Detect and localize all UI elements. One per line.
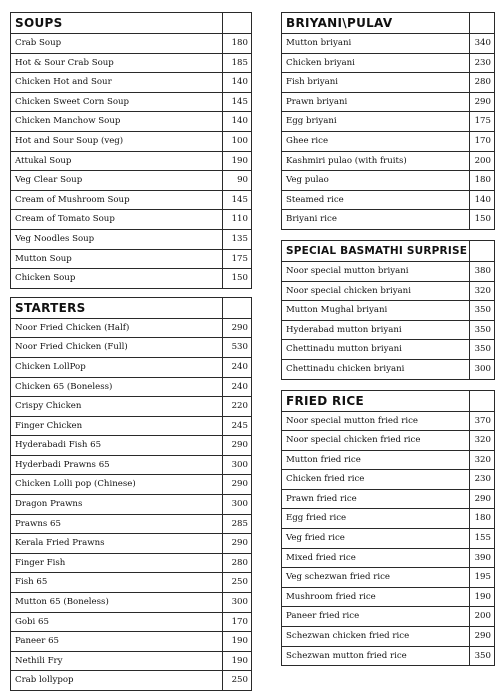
basmathi-menu-item — [282, 340, 495, 360]
menu-item-price: 110 — [223, 210, 252, 230]
fried-rice-menu-item — [282, 568, 495, 588]
menu-item-name: Veg schezwan fried rice — [282, 568, 470, 588]
biryani-section-title: BRIYANI\PULAV — [282, 13, 470, 34]
basmathi-menu-item — [282, 301, 495, 321]
menu-item-name: Fish briyani — [282, 73, 470, 93]
menu-item-price: 250 — [223, 671, 252, 691]
starters-section-header — [11, 297, 252, 318]
right-menu-table — [281, 12, 495, 666]
menu-item-name: Mutton Mughal briyani — [282, 301, 470, 321]
menu-item-price: 290 — [470, 489, 495, 509]
menu-item-name: Hot and Sour Soup (veg) — [11, 131, 223, 151]
starters-menu-item — [11, 612, 252, 632]
menu-item-name: Noor Fried Chicken (Full) — [11, 338, 223, 358]
fried-rice-menu-item — [282, 509, 495, 529]
left-menu-table — [10, 12, 252, 691]
menu-item-price: 185 — [223, 53, 252, 73]
menu-item-name: Mixed fried rice — [282, 548, 470, 568]
menu-item-name: Noor special chicken briyani — [282, 281, 470, 301]
menu-item-name: Finger Chicken — [11, 416, 223, 436]
menu-item-price: 200 — [470, 151, 495, 171]
menu-item-name: Chicken fried rice — [282, 470, 470, 490]
menu-item-name: Paneer fried rice — [282, 607, 470, 627]
biryani-price-header-cell — [470, 13, 495, 34]
menu-item-price: 180 — [470, 171, 495, 191]
starters-menu-item — [11, 455, 252, 475]
menu-item-name: Schezwan mutton fried rice — [282, 646, 470, 666]
menu-item-price: 140 — [470, 190, 495, 210]
soups-menu-item — [11, 112, 252, 132]
menu-item-price: 350 — [470, 320, 495, 340]
menu-item-price: 290 — [223, 318, 252, 338]
menu-item-price: 320 — [470, 450, 495, 470]
starters-menu-item — [11, 377, 252, 397]
basmathi-menu-item — [282, 320, 495, 340]
menu-item-price: 290 — [223, 475, 252, 495]
menu-item-price: 250 — [223, 573, 252, 593]
section-spacer — [282, 229, 495, 240]
menu-item-price: 390 — [470, 548, 495, 568]
soups-menu-item — [11, 229, 252, 249]
menu-item-price: 170 — [470, 131, 495, 151]
menu-item-price: 140 — [223, 112, 252, 132]
biryani-menu-item — [282, 92, 495, 112]
fried-rice-price-header-cell — [470, 390, 495, 411]
menu-item-price: 140 — [223, 73, 252, 93]
menu-item-name: Attukal Soup — [11, 151, 223, 171]
basmathi-price-header-cell — [470, 240, 495, 261]
menu-item-name: Kashmiri pulao (with fruits) — [282, 151, 470, 171]
menu-item-price: 245 — [223, 416, 252, 436]
starters-menu-item — [11, 632, 252, 652]
starters-menu-item — [11, 495, 252, 515]
menu-item-name: Hyderabad mutton briyani — [282, 320, 470, 340]
starters-menu-item — [11, 416, 252, 436]
biryani-menu-item — [282, 171, 495, 191]
menu-item-name: Paneer 65 — [11, 632, 223, 652]
basmathi-section-header — [282, 240, 495, 261]
soups-price-header-cell — [223, 13, 252, 34]
fried-rice-menu-item — [282, 548, 495, 568]
menu-item-name: Nethili Fry — [11, 651, 223, 671]
section-spacer-cell — [282, 379, 495, 390]
fried-rice-menu-item — [282, 450, 495, 470]
menu-item-price: 200 — [470, 607, 495, 627]
menu-item-price: 90 — [223, 171, 252, 191]
soups-menu-item — [11, 131, 252, 151]
menu-item-name: Mutton fried rice — [282, 450, 470, 470]
menu-item-name: Chicken Manchow Soup — [11, 112, 223, 132]
menu-item-name: Chicken Soup — [11, 269, 223, 289]
menu-item-name: Mutton Soup — [11, 249, 223, 269]
menu-item-price: 290 — [470, 92, 495, 112]
starters-menu-item — [11, 338, 252, 358]
biryani-menu-item — [282, 131, 495, 151]
soups-menu-item — [11, 190, 252, 210]
menu-item-name: Noor special mutton fried rice — [282, 411, 470, 431]
menu-item-price: 190 — [223, 151, 252, 171]
menu-item-price: 230 — [470, 470, 495, 490]
menu-item-price: 280 — [470, 73, 495, 93]
menu-item-name: Schezwan chicken fried rice — [282, 627, 470, 647]
soups-menu-item — [11, 73, 252, 93]
menu-item-name: Veg Noodles Soup — [11, 229, 223, 249]
soups-menu-item — [11, 34, 252, 54]
menu-item-price: 370 — [470, 411, 495, 431]
menu-item-name: Ghee rice — [282, 131, 470, 151]
starters-menu-item — [11, 436, 252, 456]
menu-item-name: Steamed rice — [282, 190, 470, 210]
menu-item-name: Chicken 65 (Boneless) — [11, 377, 223, 397]
menu-item-price: 285 — [223, 514, 252, 534]
soups-section-title: SOUPS — [11, 13, 223, 34]
menu-item-price: 350 — [470, 646, 495, 666]
menu-item-name: Veg Clear Soup — [11, 171, 223, 191]
section-spacer — [282, 379, 495, 390]
menu-item-price: 180 — [470, 509, 495, 529]
menu-item-price: 150 — [470, 210, 495, 230]
menu-item-price: 190 — [223, 651, 252, 671]
menu-item-name: Noor Fried Chicken (Half) — [11, 318, 223, 338]
section-spacer-cell — [282, 229, 495, 240]
soups-menu-item — [11, 53, 252, 73]
menu-item-price: 320 — [470, 281, 495, 301]
menu-item-price: 190 — [470, 587, 495, 607]
starters-menu-item — [11, 573, 252, 593]
menu-item-price: 320 — [470, 431, 495, 451]
menu-item-price: 340 — [470, 34, 495, 54]
menu-item-name: Prawn fried rice — [282, 489, 470, 509]
starters-menu-item — [11, 593, 252, 613]
starters-menu-item — [11, 318, 252, 338]
menu-item-price: 300 — [223, 495, 252, 515]
fried-rice-section-header — [282, 390, 495, 411]
menu-item-price: 380 — [470, 261, 495, 281]
fried-rice-menu-item — [282, 470, 495, 490]
starters-price-header-cell — [223, 297, 252, 318]
menu-item-price: 290 — [223, 436, 252, 456]
starters-menu-item — [11, 397, 252, 417]
soups-menu-item — [11, 249, 252, 269]
menu-item-price: 135 — [223, 229, 252, 249]
starters-section-title: STARTERS — [11, 297, 223, 318]
basmathi-menu-item — [282, 261, 495, 281]
menu-item-price: 195 — [470, 568, 495, 588]
basmathi-menu-item — [282, 359, 495, 379]
fried-rice-menu-item — [282, 627, 495, 647]
menu-item-name: Chicken Sweet Corn Soup — [11, 92, 223, 112]
starters-menu-item — [11, 534, 252, 554]
starters-menu-item — [11, 671, 252, 691]
fried-rice-section-title: FRIED RICE — [282, 390, 470, 411]
menu-item-name: Mushroom fried rice — [282, 587, 470, 607]
menu-item-price: 180 — [223, 34, 252, 54]
menu-item-name: Cream of Mushroom Soup — [11, 190, 223, 210]
menu-item-price: 100 — [223, 131, 252, 151]
menu-item-name: Hyderbadi Prawns 65 — [11, 455, 223, 475]
basmathi-section-title: SPECIAL BASMATHI SURPRISE — [282, 240, 470, 261]
menu-item-price: 145 — [223, 190, 252, 210]
menu-item-price: 300 — [223, 455, 252, 475]
menu-item-name: Chicken briyani — [282, 53, 470, 73]
biryani-menu-item — [282, 34, 495, 54]
basmathi-menu-item — [282, 281, 495, 301]
menu-item-name: Egg briyani — [282, 112, 470, 132]
menu-item-price: 300 — [470, 359, 495, 379]
menu-item-price: 530 — [223, 338, 252, 358]
menu-item-name: Veg pulao — [282, 171, 470, 191]
section-spacer-cell — [11, 288, 252, 297]
biryani-menu-item — [282, 73, 495, 93]
menu-item-name: Prawn briyani — [282, 92, 470, 112]
fried-rice-menu-item — [282, 529, 495, 549]
starters-menu-item — [11, 514, 252, 534]
menu-item-name: Egg fried rice — [282, 509, 470, 529]
menu-item-price: 280 — [223, 553, 252, 573]
starters-menu-item — [11, 475, 252, 495]
fried-rice-menu-item — [282, 646, 495, 666]
menu-item-name: Hyderabadi Fish 65 — [11, 436, 223, 456]
menu-item-name: Crab lollypop — [11, 671, 223, 691]
soups-menu-item — [11, 210, 252, 230]
fried-rice-menu-item — [282, 411, 495, 431]
menu-item-name: Chettinadu mutton briyani — [282, 340, 470, 360]
menu-item-price: 220 — [223, 397, 252, 417]
menu-item-price: 175 — [470, 112, 495, 132]
menu-item-price: 145 — [223, 92, 252, 112]
biryani-menu-item — [282, 190, 495, 210]
menu-item-name: Hot & Sour Crab Soup — [11, 53, 223, 73]
menu-item-price: 350 — [470, 301, 495, 321]
biryani-menu-item — [282, 151, 495, 171]
fried-rice-menu-item — [282, 587, 495, 607]
soups-menu-item — [11, 92, 252, 112]
menu-item-name: Dragon Prawns — [11, 495, 223, 515]
menu-item-name: Chicken Hot and Sour — [11, 73, 223, 93]
menu-item-name: Prawns 65 — [11, 514, 223, 534]
biryani-section-header — [282, 13, 495, 34]
menu-item-name: Cream of Tomato Soup — [11, 210, 223, 230]
menu-item-name: Chicken LollPop — [11, 357, 223, 377]
menu-item-name: Noor special mutton briyani — [282, 261, 470, 281]
menu-item-name: Kerala Fried Prawns — [11, 534, 223, 554]
menu-item-price: 155 — [470, 529, 495, 549]
biryani-menu-item — [282, 112, 495, 132]
soups-menu-item — [11, 269, 252, 289]
starters-menu-item — [11, 357, 252, 377]
fried-rice-menu-item — [282, 489, 495, 509]
menu-item-name: Crispy Chicken — [11, 397, 223, 417]
menu-item-name: Chicken Lolli pop (Chinese) — [11, 475, 223, 495]
menu-item-name: Mutton briyani — [282, 34, 470, 54]
menu-item-price: 240 — [223, 357, 252, 377]
soups-menu-item — [11, 171, 252, 191]
fried-rice-menu-item — [282, 607, 495, 627]
menu-item-price: 150 — [223, 269, 252, 289]
menu-item-name: Gobi 65 — [11, 612, 223, 632]
soups-section-header — [11, 13, 252, 34]
menu-item-price: 290 — [223, 534, 252, 554]
fried-rice-menu-item — [282, 431, 495, 451]
menu-item-price: 350 — [470, 340, 495, 360]
menu-item-price: 175 — [223, 249, 252, 269]
menu-item-price: 300 — [223, 593, 252, 613]
soups-menu-item — [11, 151, 252, 171]
starters-menu-item — [11, 651, 252, 671]
menu-item-price: 230 — [470, 53, 495, 73]
menu-item-price: 170 — [223, 612, 252, 632]
menu-item-name: Briyani rice — [282, 210, 470, 230]
menu-item-price: 190 — [223, 632, 252, 652]
section-spacer — [11, 288, 252, 297]
menu-item-name: Veg fried rice — [282, 529, 470, 549]
menu-item-name: Finger Fish — [11, 553, 223, 573]
menu-item-name: Crab Soup — [11, 34, 223, 54]
menu-item-name: Noor special chicken fried rice — [282, 431, 470, 451]
biryani-menu-item — [282, 210, 495, 230]
menu-item-price: 240 — [223, 377, 252, 397]
menu-item-price: 290 — [470, 627, 495, 647]
starters-menu-item — [11, 553, 252, 573]
biryani-menu-item — [282, 53, 495, 73]
menu-item-name: Chettinadu chicken briyani — [282, 359, 470, 379]
menu-item-name: Fish 65 — [11, 573, 223, 593]
menu-item-name: Mutton 65 (Boneless) — [11, 593, 223, 613]
